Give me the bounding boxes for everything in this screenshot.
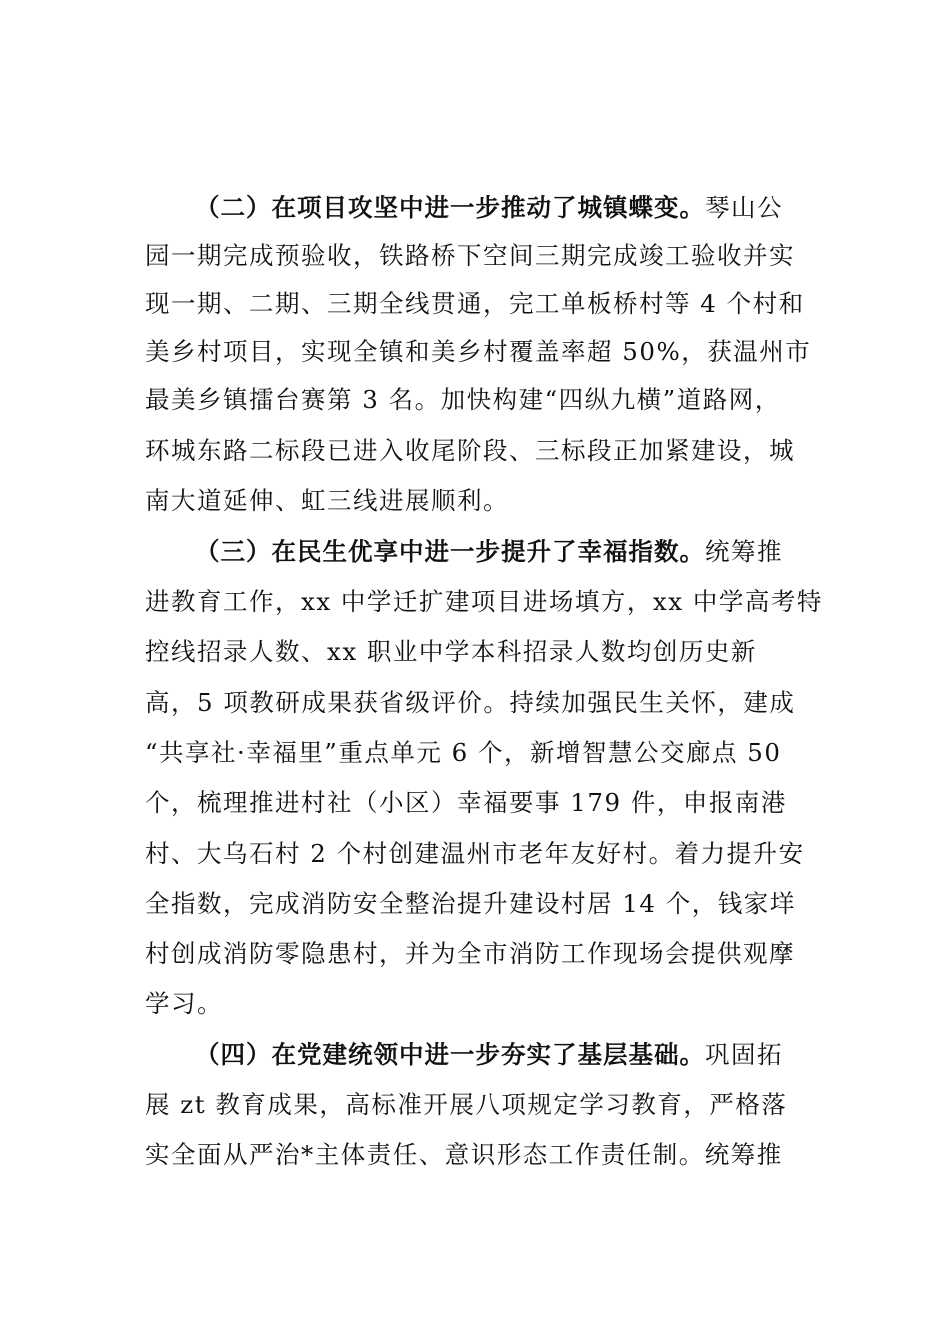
paragraph-text: 巩固拓 [705,1040,783,1069]
paragraph-text: 琴山公 [705,193,783,222]
paragraph-line: 园一期完成预验收，铁路桥下空间三期完成竣工验收并实 [145,241,795,270]
section-3-heading: （三）在民生优享中进一步提升了幸福指数。 [195,537,705,566]
paragraph-line: 美乡村项目，实现全镇和美乡村覆盖率超 50%，获温州市 [145,337,812,366]
section-4-heading: （四）在党建统领中进一步夯实了基层基础。 [195,1040,705,1069]
paragraph-line: 环城东路二标段已进入收尾阶段、三标段正加紧建设，城 [145,436,795,465]
paragraph-text: 统筹推 [705,537,783,566]
paragraph-line: 高，5 项教研成果获省级评价。持续加强民生关怀，建成 [145,688,796,717]
section-3-first-line [195,532,825,572]
paragraph-line: 展 zt 教育成果，高标准开展八项规定学习教育，严格落 [145,1090,788,1119]
section-4-first-line [195,1035,825,1075]
paragraph-line: 最美乡镇擂台赛第 3 名。加快构建“四纵九横”道路网， [145,385,781,414]
paragraph-line: 实全面从严治*主体责任、意识形态工作责任制。统筹推 [145,1140,783,1169]
paragraph-line: 控线招录人数、xx 职业中学本科招录人数均创历史新 [145,637,757,666]
section-2-first-line [195,188,825,228]
paragraph-line: “共享社·幸福里”重点单元 6 个，新增智慧公交廊点 50 [145,738,782,767]
paragraph-line: 全指数，完成消防安全整治提升建设村居 14 个，钱家垟 [145,889,796,918]
paragraph-line: 现一期、二期、三期全线贯通，完工单板桥村等 4 个村和 [145,289,805,318]
paragraph-line: 学习。 [145,989,223,1018]
section-2-heading: （二）在项目攻坚中进一步推动了城镇蝶变。 [195,193,705,222]
paragraph-line: 村、大乌石村 2 个村创建温州市老年友好村。着力提升安 [145,839,805,868]
paragraph-line: 南大道延伸、虹三线进展顺利。 [145,486,509,515]
paragraph-line: 个，梳理推进村社（小区）幸福要事 179 件，申报南港 [145,788,787,817]
paragraph-line: 村创成消防零隐患村，并为全市消防工作现场会提供观摩 [145,939,795,968]
paragraph-line: 进教育工作，xx 中学迁扩建项目进场填方，xx 中学高考特 [145,587,823,616]
